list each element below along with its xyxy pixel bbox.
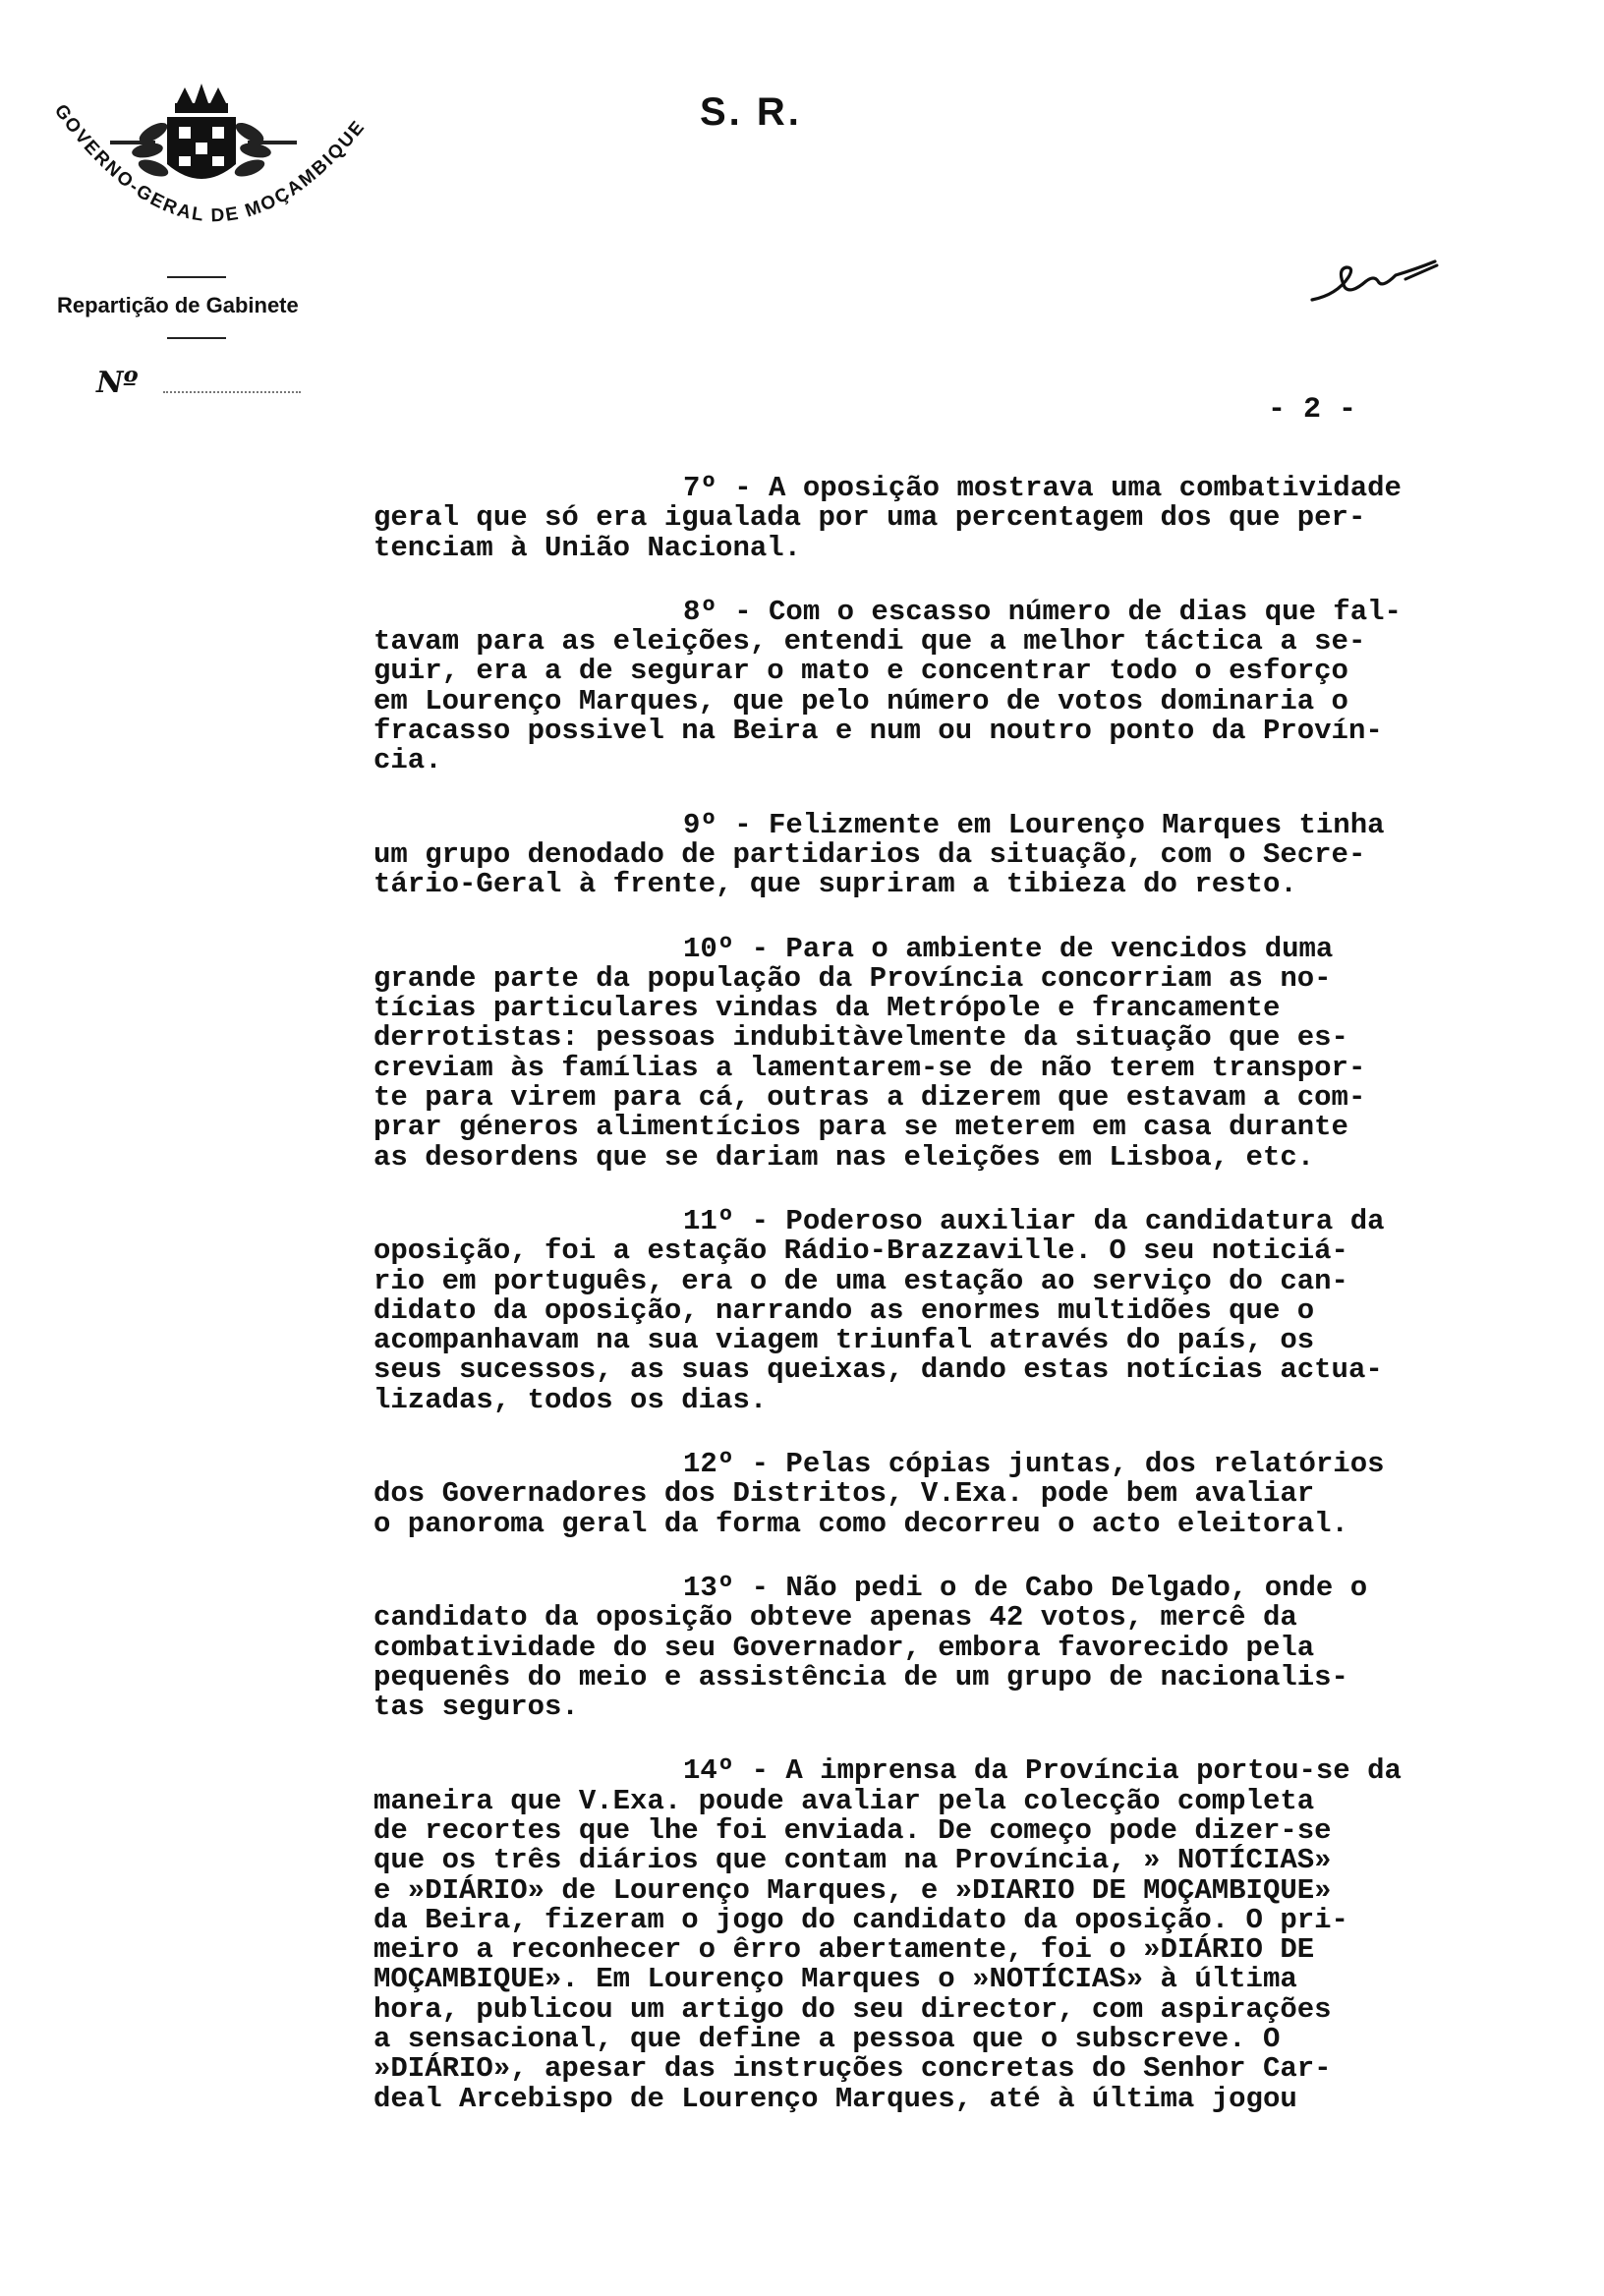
paragraph-8 [373, 595, 1553, 777]
text-line: um grupo denodado de partidarios da situação, com o Secre- [373, 837, 1366, 871]
text-line: derrotistas: pessoas indubitàvelmente da situação que es- [373, 1021, 1348, 1055]
text-line: lizadas, todos os dias. [373, 1383, 768, 1416]
text-line: geral que só era igualada por uma percentagem dos que per- [373, 501, 1366, 535]
text-line: candidato da oposição obteve apenas 42 votos, mercê da [373, 1601, 1297, 1635]
text-line: 11º - Poderoso auxiliar da candidatura da [683, 1204, 1385, 1237]
text-line: fracasso possivel na Beira e num ou noutro ponto da Provín- [373, 715, 1383, 748]
text-line: MOÇAMBIQUE». Em Lourenço Marques o »NOTÍCIAS» à última [373, 1963, 1297, 1996]
text-line: dos Governadores dos Distritos, V.Exa. pode bem avaliar [373, 1477, 1315, 1511]
text-line: tário-Geral à frente, que supriram a tibieza do resto. [373, 868, 1297, 901]
paragraph-12 [373, 1450, 1553, 1539]
classification-mark: S. R. [700, 90, 802, 134]
text-line: o panoroma geral da forma como decorreu o acto eleitoral. [373, 1507, 1348, 1540]
text-line: tenciam à União Nacional. [373, 531, 802, 564]
text-line: da Beira, fizeram o jogo do candidato da oposição. O pri- [373, 1903, 1348, 1936]
text-line: as desordens que se dariam nas eleições em Lisboa, etc. [373, 1140, 1315, 1174]
paragraph-7 [373, 474, 1553, 563]
text-line: combatividade do seu Governador, embora favorecido pela [373, 1631, 1315, 1664]
text-line: rio em português, era o de uma estação ao serviço do can- [373, 1264, 1348, 1297]
text-line: pequenês do meio e assistência de um grupo de nacionalis- [373, 1660, 1348, 1693]
seal-divider [167, 276, 226, 278]
text-line: deal Arcebispo de Lourenço Marques, até à última jogou [373, 2082, 1297, 2115]
text-line: prar géneros alimentícios para se meterem em casa durante [373, 1111, 1348, 1144]
text-line: 9º - Felizmente em Lourenço Marques tinha [683, 808, 1385, 841]
text-line: que os três diários que contam na Província, » NOTÍCIAS» [373, 1844, 1332, 1877]
text-line: 12º - Pelas cópias juntas, dos relatórios [683, 1448, 1385, 1481]
text-line: guir, era a de segurar o mato e concentrar todo o esforço [373, 655, 1348, 688]
text-line: »DIÁRIO», apesar das instruções concretas do Senhor Car- [373, 2052, 1332, 2086]
text-line: creviam às famílias a lamentarem-se de não terem transpor- [373, 1051, 1366, 1084]
text-line: 13º - Não pedi o de Cabo Delgado, onde o [683, 1571, 1368, 1604]
text-line: 7º - A oposição mostrava uma combatividade [683, 472, 1402, 504]
text-line: 10º - Para o ambiente de vencidos duma [683, 932, 1334, 965]
crown-icon [175, 84, 228, 113]
text-line: tavam para as eleições, entendi que a melhor táctica a se- [373, 625, 1366, 659]
signature-icon [1307, 236, 1455, 315]
government-seal [29, 84, 393, 270]
reference-number-label: Nº [96, 366, 139, 400]
text-line: e »DIÁRIO» de Lourenço Marques, e »DIARIO DE MOÇAMBIQUE» [373, 1873, 1332, 1907]
text-line: 14º - A imprensa da Província portou-se da [683, 1754, 1402, 1788]
text-line: tas seguros. [373, 1691, 579, 1724]
department-label: Repartição de Gabinete [57, 293, 299, 317]
text-line: 8º - Com o escasso número de dias que fal- [683, 595, 1402, 628]
paragraph-9 [373, 808, 1553, 901]
text-line: acompanhavam na sua viagem triunfal através do país, os [373, 1324, 1315, 1357]
paragraph-10 [373, 932, 1553, 1174]
text-line: maneira que V.Exa. poude avaliar pela colecção completa [373, 1784, 1315, 1817]
text-line: hora, publicou um artigo do seu director, com aspirações [373, 1992, 1332, 2026]
shield-icon [167, 117, 236, 179]
text-line: em Lourenço Marques, que pelo número de votos dominaria o [373, 684, 1348, 718]
text-line: seus sucessos, as suas queixas, dando estas notícias actua- [373, 1353, 1383, 1387]
seal-text: GOVERNO-GERAL DE MOÇAMBIQUE [49, 100, 371, 227]
paragraph-13 [373, 1571, 1553, 1724]
text-line: grande parte da população da Província concorriam as no- [373, 961, 1332, 995]
letter-body [373, 474, 1553, 2149]
text-line: cia. [373, 744, 442, 777]
text-line: didato da oposição, narrando as enormes multidões que o [373, 1293, 1315, 1327]
text-line: te para virem para cá, outras a dizerem que estavam a com- [373, 1081, 1366, 1115]
text-line: meiro a reconhecer o êrro abertamente, foi o »DIÁRIO DE [373, 1933, 1315, 1967]
text-line: tícias particulares vindas da Metrópole e francamente [373, 992, 1281, 1025]
coat-of-arms-icon [29, 84, 393, 270]
department-divider [167, 337, 226, 339]
paragraph-14 [373, 1756, 1553, 2114]
page-number: - 2 - [1268, 393, 1357, 427]
paragraph-11 [373, 1204, 1553, 1416]
reference-number-line [163, 391, 301, 393]
text-line: oposição, foi a estação Rádio-Brazzaville. O seu noticiá- [373, 1234, 1348, 1268]
text-line: a sensacional, que define a pessoa que o subscreve. O [373, 2023, 1281, 2056]
text-line: de recortes que lhe foi enviada. De começo pode dizer-se [373, 1813, 1332, 1847]
handwritten-initials [1307, 236, 1455, 315]
